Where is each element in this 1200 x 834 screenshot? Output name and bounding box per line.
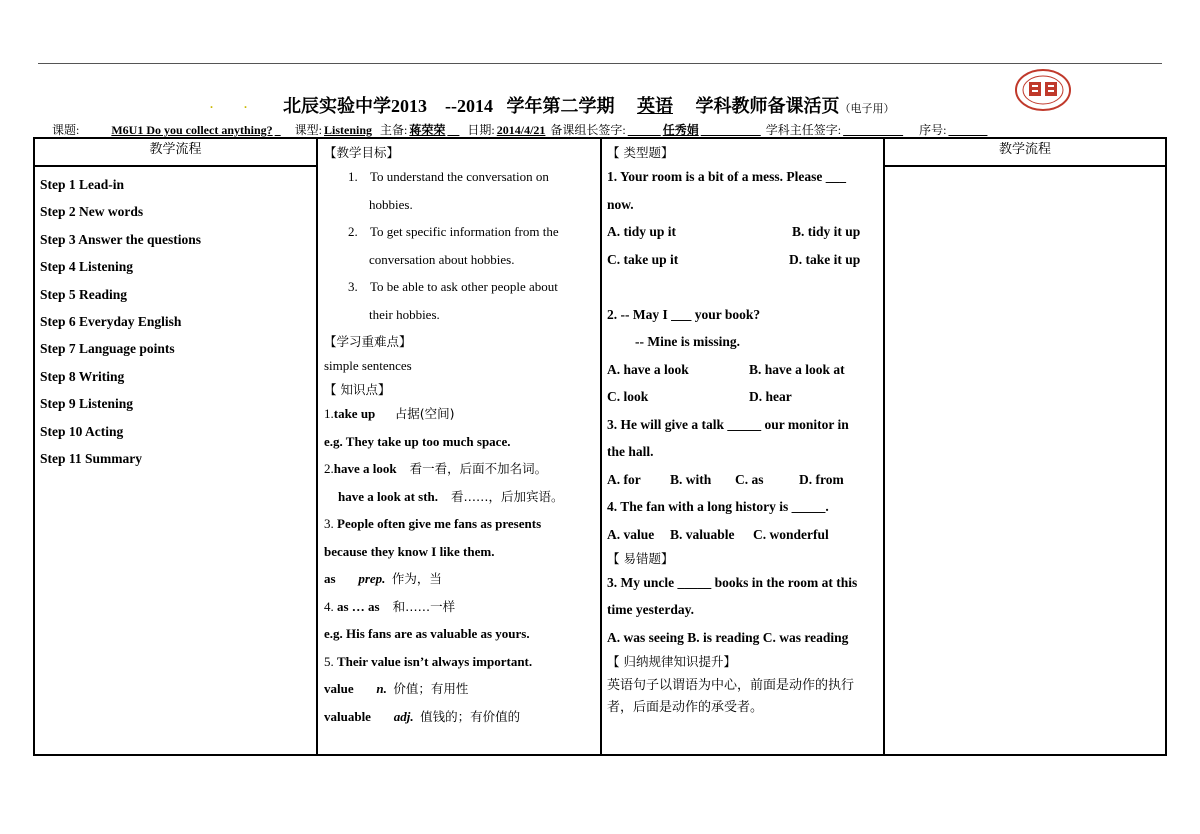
point-3-cont: because they know I like them. — [324, 543, 495, 559]
goal-item-cont: conversation about hobbies. — [369, 251, 515, 267]
question-5-options: A. was seeing B. is reading C. was reading — [607, 629, 849, 645]
school-name: 北辰实验中学 — [283, 96, 391, 116]
question-2-options-row2: C. look D. hear — [607, 389, 792, 404]
goal-item: 2. To get specific information from the — [348, 224, 559, 239]
doc-title: 学科教师备课活页 — [695, 96, 840, 116]
point-2b: have a look at sth. 看……，后加宾语。 — [338, 488, 564, 504]
step-item: Step 4 Listening — [40, 259, 134, 275]
step-list — [35, 167, 316, 476]
question-4: 4. The fan with a long history is _____. — [607, 499, 829, 514]
point-3-word: as prep. 作为，当 — [324, 571, 442, 586]
question-3-cont: the hall. — [607, 444, 654, 459]
lead-teacher: 蒋荣荣 — [409, 123, 446, 137]
question-1: 1. Your room is a bit of a mess. Please ___ — [607, 169, 846, 184]
step-item: Step 9 Listening — [40, 396, 134, 412]
column-header: 教学流程 — [885, 139, 1165, 167]
column-goals-and-points — [318, 139, 602, 754]
step-item: Step 5 Reading — [40, 286, 128, 302]
point-5-value: value n. 价值；有用性 — [324, 681, 469, 696]
question-3: 3. He will give a talk _____ our monitor in — [607, 416, 849, 432]
summary-title: 【 归纳规律知识提升】 — [607, 653, 736, 669]
school-seal-icon — [1014, 68, 1072, 112]
point-1: 1.take up 占据(空间) — [324, 406, 455, 421]
summary-text: 英语句子以谓语为中心，前面是动作的执行者，后面是动作的承受者。 — [607, 677, 855, 715]
key-points-title: 【学习重难点】 — [324, 334, 412, 349]
goal-list — [324, 166, 600, 331]
point-2: 2.have a look 看一看，后面不加名词。 — [324, 461, 548, 476]
lesson-meta: 课题: M6U1 Do you collect anything? 课型: Listening 主备: 蒋荣荣 日期: 2014/4/21 备课组长签字: 任秀娟 学科主任签字: 序号: — [52, 123, 947, 137]
question-5: 3. My uncle _____ books in the room at this — [607, 574, 858, 590]
step-item: Step 11 Summary — [40, 450, 143, 466]
point-5-valuable: valuable adj. 值钱的；有价值的 — [324, 708, 521, 724]
question-4-options: A. value B. valuable C. wonderful — [607, 526, 829, 542]
step-item: Step 1 Lead-in — [40, 177, 125, 192]
question-1-cont: now. — [607, 196, 634, 212]
question-1-options-row2: C. take up it D. take it up — [607, 251, 861, 267]
knowledge-points-title: 【 知识点】 — [324, 382, 391, 397]
types-title: 【 类型题】 — [607, 145, 674, 160]
topic: M6U1 Do you collect anything? — [111, 123, 273, 137]
point-4: 4. as … as 和……一样 — [324, 598, 456, 614]
column-header: 教学流程 — [35, 139, 316, 167]
step-item: Step 8 Writing — [40, 368, 125, 384]
term: 学年第二学期 — [506, 96, 615, 116]
top-rule — [38, 63, 1162, 64]
point-1-example: e.g. They take up too much space. — [324, 433, 511, 449]
page-title — [283, 92, 895, 118]
goal-item: 1. To understand the conversation on — [348, 169, 549, 184]
column-exercises — [602, 139, 885, 754]
question-2-options-row1: A. have a look B. have a look at — [607, 361, 845, 377]
subject: 英语 — [637, 96, 673, 116]
point-4-example: e.g. His fans are as valuable as yours. — [324, 626, 530, 641]
error-prone-title: 【 易错题】 — [607, 550, 674, 566]
point-5: 5. Their value isn’t always important. — [324, 653, 533, 669]
lesson-type: Listening — [324, 123, 373, 137]
year-from: 2013 — [391, 96, 427, 116]
lesson-date: 2014/4/21 — [496, 123, 546, 137]
column-teaching-flow-right — [885, 139, 1165, 754]
step-item: Step 3 Answer the questions — [40, 231, 202, 247]
key-points-text: simple sentences — [324, 358, 412, 373]
goals-title: 【教学目标】 — [324, 145, 400, 160]
question-2: 2. -- May I ___ your book? — [607, 306, 761, 322]
goal-item: 3. To be able to ask other people about — [348, 279, 558, 294]
spacer — [607, 276, 883, 304]
lesson-plan-table — [33, 137, 1167, 756]
point-3: 3. People often give me fans as presents — [324, 516, 542, 531]
column-teaching-flow — [35, 139, 318, 754]
question-3-options: A. for B. with C. as D. from — [607, 471, 844, 487]
question-1-options-row1: A. tidy up it B. tidy it up — [607, 224, 861, 239]
step-item: Step 6 Everyday English — [40, 313, 182, 329]
decorative-dots: . . — [210, 97, 261, 111]
step-item: Step 2 New words — [40, 204, 144, 220]
step-item: Step 7 Language points — [40, 341, 175, 357]
goal-item-cont: hobbies. — [369, 196, 413, 212]
goal-item-cont: their hobbies. — [369, 306, 440, 322]
group-leader-sign: 任秀娟 — [662, 123, 699, 137]
step-item: Step 10 Acting — [40, 423, 124, 439]
year-to: --2014 — [445, 96, 493, 116]
doc-note: （电子用） — [839, 103, 895, 115]
question-5-cont: time yesterday. — [607, 602, 694, 617]
question-2-cont: -- Mine is missing. — [635, 334, 741, 349]
